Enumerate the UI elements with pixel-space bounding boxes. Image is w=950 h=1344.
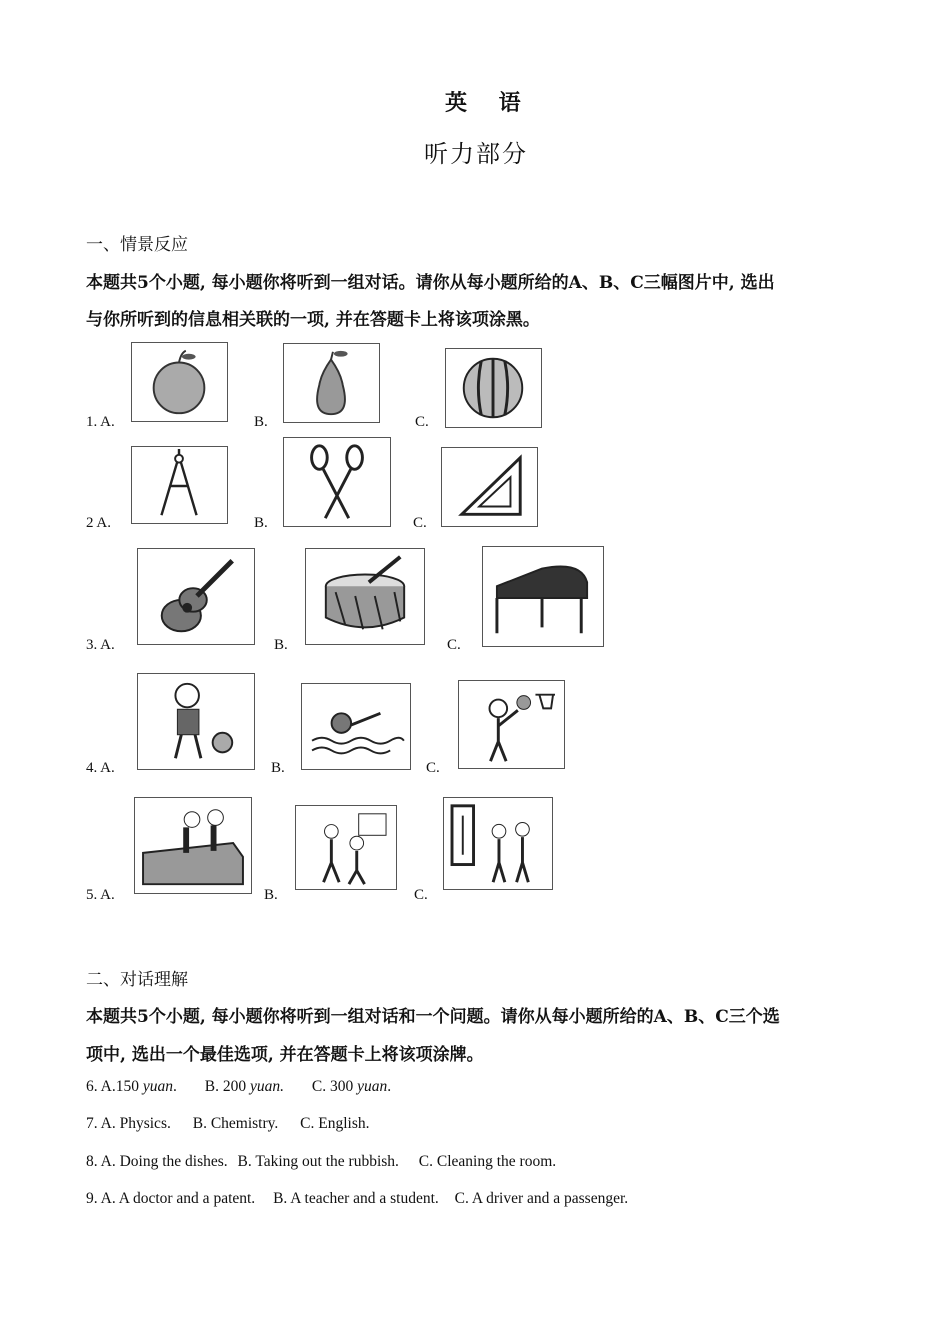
q5-label-c: C. bbox=[414, 887, 428, 903]
page-title: 英 语 bbox=[445, 90, 533, 116]
q1-label-c: C. bbox=[415, 414, 429, 430]
two-men-talking-icon bbox=[295, 805, 397, 890]
q5-label-b: B. bbox=[264, 887, 278, 903]
q5-label-a: 5. A. bbox=[86, 887, 115, 903]
question-7-number: 7. bbox=[86, 1115, 98, 1132]
q3-label-c: C. bbox=[447, 637, 461, 653]
q4-label-a: 4. A. bbox=[86, 760, 115, 776]
question-6-option-c: C. 300 yuan. bbox=[311, 1078, 392, 1095]
compass-icon bbox=[131, 446, 228, 524]
section2-instruction-line1: 本题共5个小题, 每小题你将听到一组对话和一个问题。请你从每小题所给的A、B、C三个选 bbox=[86, 1007, 780, 1027]
q4-label-b: B. bbox=[271, 760, 285, 776]
page-subtitle: 听力部分 bbox=[424, 140, 528, 168]
swimming-icon bbox=[301, 683, 411, 770]
apple-icon bbox=[131, 342, 228, 422]
watermelon-icon bbox=[445, 348, 542, 428]
question-8-number: 8. bbox=[86, 1153, 98, 1170]
drum-icon bbox=[305, 548, 425, 645]
q1-label-a: 1. A. bbox=[86, 414, 115, 430]
question-8-option-b: B. Taking out the rubbish. bbox=[237, 1153, 399, 1170]
question-8-option-a: A. Doing the dishes. bbox=[100, 1153, 228, 1170]
section1-instruction-line1: 本题共5个小题, 每小题你将听到一组对话。请你从每小题所给的A、B、C三幅图片中, 选出 bbox=[86, 273, 775, 293]
question-6-option-a: A.150 yuan. bbox=[100, 1078, 177, 1095]
sofa-people-icon bbox=[134, 797, 252, 894]
question-8 bbox=[86, 1153, 556, 1171]
section2-heading: 二、对话理解 bbox=[86, 970, 188, 990]
section1-instruction-line2: 与你所听到的信息相关联的一项, 并在答题卡上将该项涂黑。 bbox=[86, 310, 540, 330]
q2-label-b: B. bbox=[254, 515, 268, 531]
gallery-people-icon bbox=[443, 797, 553, 890]
girl-basketball-icon bbox=[458, 680, 565, 769]
question-9-option-c: C. A driver and a passenger. bbox=[454, 1190, 629, 1207]
question-6 bbox=[86, 1078, 391, 1096]
pear-icon bbox=[283, 343, 380, 423]
piano-icon bbox=[482, 546, 604, 647]
q3-label-b: B. bbox=[274, 637, 288, 653]
question-9 bbox=[86, 1190, 628, 1208]
question-7-option-c: C. English. bbox=[300, 1115, 370, 1132]
question-6-option-b: B. 200 yuan. bbox=[204, 1078, 284, 1095]
q4-label-c: C. bbox=[426, 760, 440, 776]
boy-football-icon bbox=[137, 673, 255, 770]
question-7-option-a: A. Physics. bbox=[100, 1115, 171, 1132]
question-9-option-a: A. A doctor and a patent. bbox=[100, 1190, 256, 1207]
section1-heading: 一、情景反应 bbox=[86, 235, 188, 255]
scissors-icon bbox=[283, 437, 391, 527]
section2-instruction-line2: 项中, 选出一个最佳选项, 并在答题卡上将该项涂牌。 bbox=[86, 1045, 484, 1065]
q1-label-b: B. bbox=[254, 414, 268, 430]
question-7 bbox=[86, 1115, 369, 1133]
question-9-option-b: B. A teacher and a student. bbox=[273, 1190, 439, 1207]
guitar-icon bbox=[137, 548, 255, 645]
q3-label-a: 3. A. bbox=[86, 637, 115, 653]
question-7-option-b: B. Chemistry. bbox=[192, 1115, 279, 1132]
question-6-number: 6. bbox=[86, 1078, 98, 1095]
question-9-number: 9. bbox=[86, 1190, 98, 1207]
q2-label-a: 2 A. bbox=[86, 515, 112, 531]
question-8-option-c: C. Cleaning the room. bbox=[418, 1153, 557, 1170]
set-square-icon bbox=[441, 447, 538, 527]
q2-label-c: C. bbox=[413, 515, 427, 531]
